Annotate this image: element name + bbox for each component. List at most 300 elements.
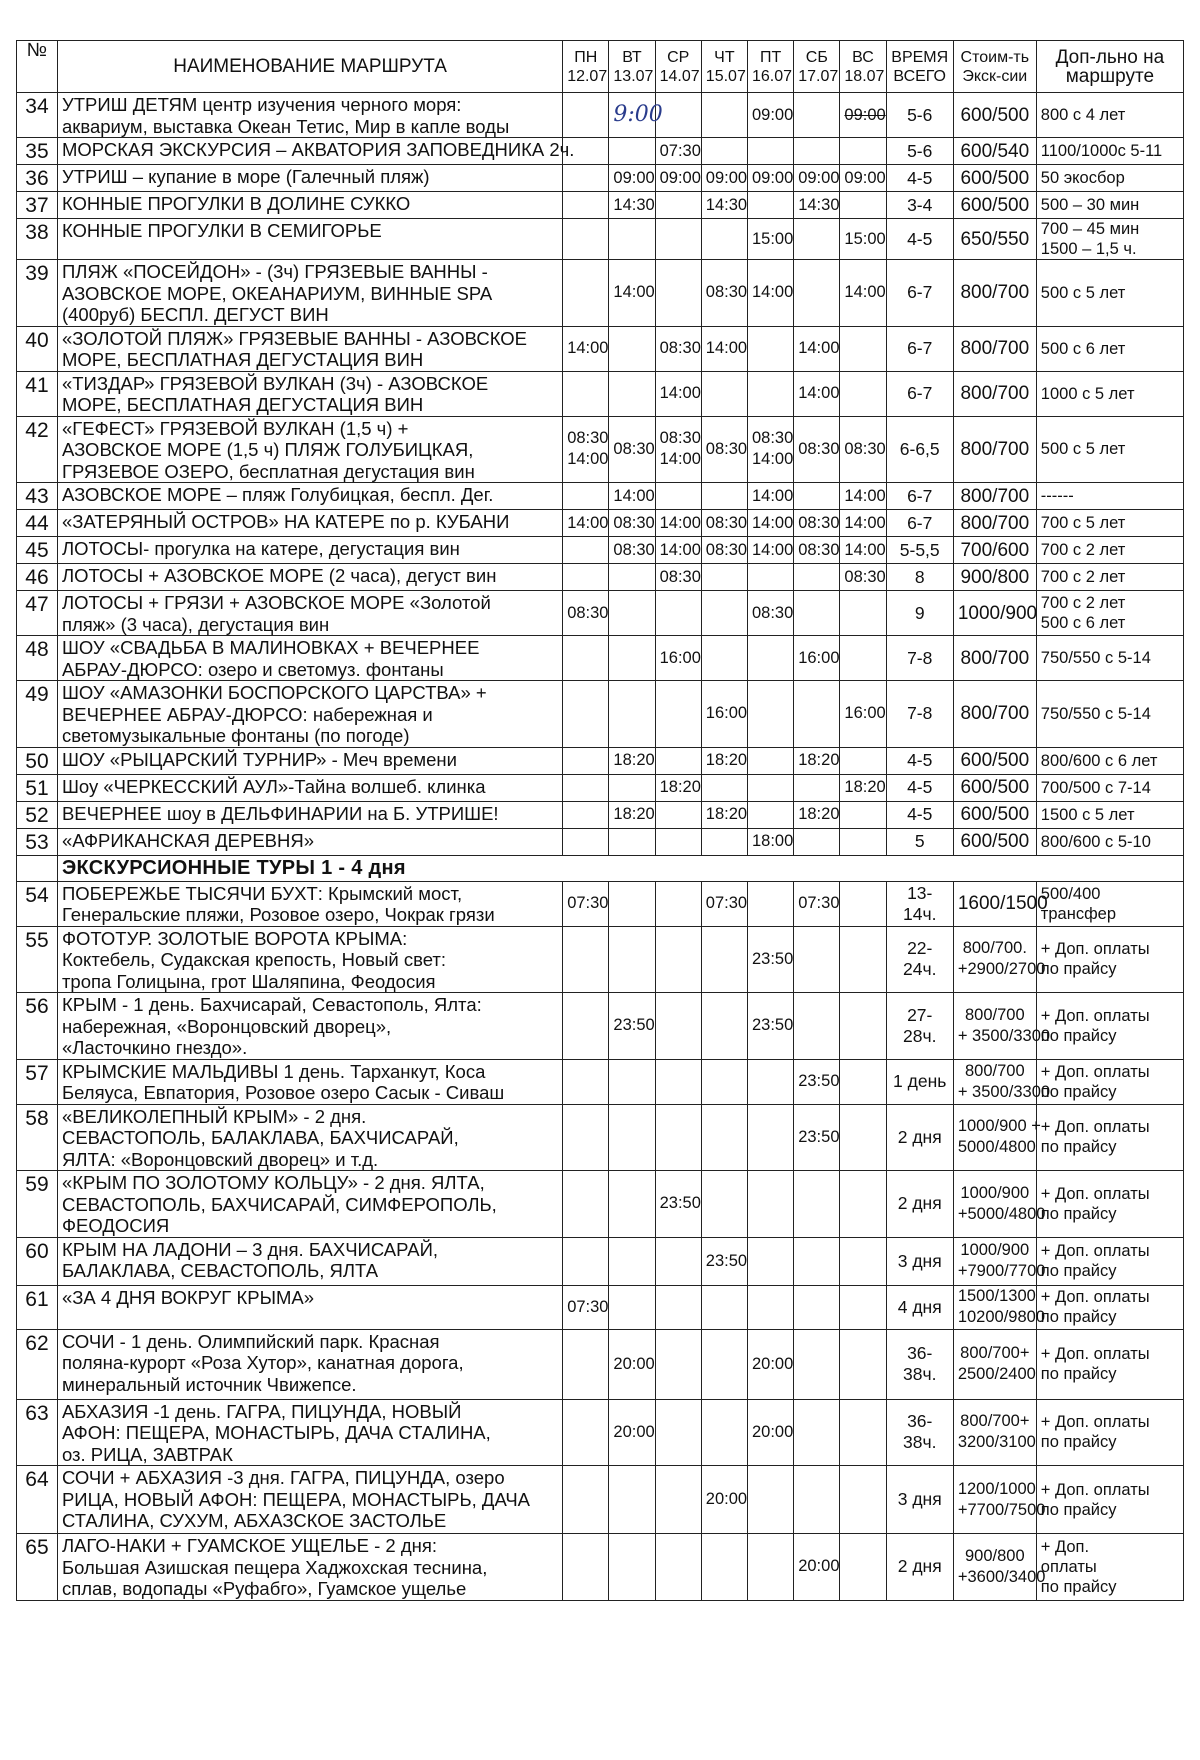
departure-time-cell [655, 1329, 701, 1399]
route-name-line: поляна-курорт «Роза Хутор», канатная дорога, [61, 1352, 464, 1373]
duration: 4-5 [886, 219, 953, 260]
route-number: 62 [17, 1329, 58, 1399]
departure-time: 16:00 [798, 648, 840, 667]
departure-time-cell [609, 260, 655, 327]
price [953, 747, 1036, 774]
price-line: +7900/7700 [957, 1262, 1046, 1280]
price-line: 600/500 [960, 777, 1030, 798]
extra-cost [1036, 1534, 1183, 1601]
table-row [17, 564, 1184, 591]
departure-time-cell [701, 326, 747, 371]
price [953, 828, 1036, 855]
departure-time: 09:00 [659, 168, 701, 187]
route-name-line: КОННЫЕ ПРОГУЛКИ В ДОЛИНЕ СУККО [61, 193, 411, 214]
price-line: 600/500 [960, 167, 1030, 189]
departure-time-cell [563, 1534, 609, 1601]
departure-time-cell [840, 1466, 886, 1534]
price [953, 483, 1036, 510]
route-number: 56 [17, 993, 58, 1060]
route-number: 44 [17, 510, 58, 537]
departure-time-cell [701, 416, 747, 483]
departure-time-cell [748, 636, 794, 681]
route-name-line: Большая Азишская пещера Хаджохская теснина, [61, 1556, 488, 1578]
route-name [57, 1171, 562, 1238]
route-name-line: ФЕОДОСИЯ [61, 1215, 170, 1236]
departure-time-cell [794, 1104, 840, 1171]
departure-time: 20:00 [752, 1354, 794, 1373]
departure-time-cell [701, 1171, 747, 1238]
departure-time: 08:30 14:00 [567, 429, 609, 469]
route-name-line: ФОТОТУР. ЗОЛОТЫЕ ВОРОТА КРЫМА: [61, 927, 408, 949]
price-line: 1500/1300 [957, 1287, 1036, 1305]
route-name-line: АБХАЗИЯ -1 день. ГАГРА, ПИЦУНДА, НОВЫЙ [61, 1400, 462, 1422]
route-name-line: «КРЫМ ПО ЗОЛОТОМУ КОЛЬЦУ» - 2 дня. ЯЛТА, [61, 1172, 485, 1193]
extra-cost-line: 500 с 5 лет [1040, 283, 1126, 302]
extra-cost-line: по прайсу [1040, 1204, 1117, 1223]
duration: 36-38ч. [886, 1329, 953, 1399]
extra-cost [1036, 1237, 1183, 1285]
extra-cost [1036, 1329, 1183, 1399]
price-line: 900/800 [960, 566, 1030, 588]
price-line: 800/700 [960, 703, 1030, 725]
price-line: 600/500 [960, 194, 1030, 216]
extra-cost-line: 1100/1000с 5-11 [1040, 142, 1163, 160]
departure-time: 08:30 [705, 513, 748, 532]
route-number: 59 [17, 1171, 58, 1238]
departure-time-cell [794, 926, 840, 993]
extra-cost-line: 700 с 2 лет [1040, 594, 1126, 612]
route-number: 50 [17, 747, 58, 774]
extra-cost-line: 500 с 6 лет [1040, 614, 1126, 632]
extra-cost-line: + Доп. оплаты [1040, 1062, 1150, 1081]
route-name-line: СОЧИ + АБХАЗИЯ -3 дня. ГАГРА, ПИЦУНДА, озеро [61, 1467, 505, 1488]
departure-time-cell [748, 801, 794, 828]
departure-time-cell [655, 747, 701, 774]
departure-time-cell [748, 1171, 794, 1238]
header-day: ЧТ 15.07 [701, 41, 747, 93]
departure-time: 18:20 [659, 778, 701, 796]
route-name-line: «ЗА 4 ДНЯ ВОКРУГ КРЫМА» [61, 1286, 314, 1308]
header-day: ВС 18.07 [840, 41, 886, 93]
price-line: 650/550 [960, 228, 1030, 250]
route-name-line: ГРЯЗЕВОЕ ОЗЕРО, бесплатная дегустация вин [61, 460, 475, 482]
departure-time-cell [748, 1059, 794, 1104]
departure-time-cell [701, 881, 747, 926]
extra-cost-line: 700/500 с 7-14 [1040, 778, 1151, 797]
departure-time: 08:30 [798, 513, 840, 532]
excursion-schedule-table [16, 40, 1184, 1601]
extra-cost-line: + Доп. оплаты [1040, 1118, 1150, 1137]
departure-time-cell [794, 326, 840, 371]
departure-time-cell [563, 326, 609, 371]
duration: 6-7 [886, 510, 953, 537]
departure-time-cell [609, 416, 655, 483]
price [953, 636, 1036, 681]
header-price: Стоим-ть Экск-сии [953, 41, 1036, 93]
price-line: 600/500 [960, 750, 1030, 771]
table-row [17, 747, 1184, 774]
departure-time-cell [840, 1329, 886, 1399]
extra-cost-line: + Доп. оплаты [1040, 1006, 1150, 1025]
extra-cost-line: 500 с 5 лет [1040, 440, 1126, 459]
departure-time-cell [840, 192, 886, 219]
departure-time: 18:20 [613, 805, 655, 823]
section-title: ЭКСКУРСИОННЫЕ ТУРЫ 1 - 4 дня [57, 855, 1183, 881]
departure-time-cell [655, 926, 701, 993]
departure-time-cell [794, 260, 840, 327]
route-name-line: (400руб) БЕСПЛ. ДЕГУСТ ВИН [61, 304, 329, 325]
departure-time-cell [609, 93, 663, 138]
route-name [57, 1237, 562, 1285]
departure-time: 08:30 [659, 339, 701, 357]
price [953, 93, 1036, 138]
departure-time-cell [840, 1534, 886, 1601]
departure-time-cell [655, 1399, 701, 1466]
route-name [57, 1399, 562, 1466]
departure-time-cell [655, 138, 701, 165]
table-row [17, 260, 1184, 327]
extra-cost-line: + Доп. оплаты [1040, 1288, 1150, 1306]
section-num-cell [17, 855, 58, 881]
departure-time-cell [701, 1059, 747, 1104]
route-number: 64 [17, 1466, 58, 1534]
route-name-line: ЛОТОСЫ + ГРЯЗИ + АЗОВСКОЕ МОРЕ «Золотой [61, 592, 491, 613]
table-row [17, 537, 1184, 564]
route-name-line: Коктебель, Судакская крепость, Новый свет: [61, 949, 447, 970]
table-row [17, 192, 1184, 219]
table-row [17, 326, 1184, 371]
departure-time-cell [609, 165, 655, 192]
extra-cost [1036, 1104, 1183, 1171]
departure-time: 08:30 [752, 603, 794, 622]
departure-time-cell [794, 93, 840, 138]
departure-time-cell [840, 747, 886, 774]
departure-time-cell [748, 165, 794, 192]
route-name [57, 881, 562, 926]
departure-time-cell [609, 591, 655, 636]
departure-time-cell [609, 138, 655, 165]
route-name [57, 416, 562, 483]
departure-time-cell [655, 881, 701, 926]
departure-time-cell [748, 1285, 794, 1329]
extra-cost [1036, 510, 1183, 537]
departure-time-cell [563, 371, 609, 416]
departure-time: 14:30 [705, 195, 748, 214]
extra-cost [1036, 483, 1183, 510]
departure-time-cell [794, 371, 840, 416]
departure-time-cell [840, 1059, 886, 1104]
price-line: +5000/4800 [957, 1204, 1046, 1223]
duration: 2 дня [886, 1104, 953, 1171]
route-name-line: МОРЕ, БЕСПЛАТНАЯ ДЕГУСТАЦИЯ ВИН [61, 394, 424, 415]
departure-time-cell [609, 774, 655, 801]
price-line: 2500/2400 [957, 1365, 1036, 1383]
route-name-line: «ТИЗДАР» ГРЯЗЕВОЙ ВУЛКАН (3ч) - АЗОВСКОЕ [61, 372, 489, 394]
route-name [57, 636, 562, 681]
departure-time: 23:50 [798, 1072, 840, 1090]
duration: 4-5 [886, 165, 953, 192]
departure-time-cell [563, 165, 609, 192]
departure-time: 08:30 14:00 [752, 429, 794, 469]
route-name [57, 93, 562, 138]
extra-cost-line: трансфер [1040, 904, 1116, 923]
departure-time-cell [840, 681, 886, 748]
price [953, 371, 1036, 416]
extra-cost [1036, 165, 1183, 192]
route-name-line: пляж» (3 часа), дегустация вин [61, 613, 330, 635]
departure-time-cell [748, 219, 794, 260]
route-number: 36 [17, 165, 58, 192]
price-line: 600/540 [960, 140, 1030, 162]
departure-time-cell [655, 828, 701, 855]
duration: 4-5 [886, 774, 953, 801]
price [953, 801, 1036, 828]
departure-time-cell [563, 801, 609, 828]
route-name-line: КРЫМ - 1 день. Бахчисарай, Севастополь, Ялта: [61, 994, 482, 1015]
departure-time: 14:00 [752, 540, 794, 559]
departure-time-cell [794, 828, 840, 855]
price-line: 800/700 [960, 338, 1030, 359]
route-name [57, 138, 575, 165]
departure-time-cell [563, 537, 609, 564]
departure-time-cell [748, 881, 794, 926]
table-row [17, 1534, 1184, 1601]
route-name-line: КОННЫЕ ПРОГУЛКИ В СЕМИГОРЬЕ [61, 220, 382, 241]
departure-time: 14:30 [798, 195, 840, 214]
price-line: 600/500 [960, 104, 1030, 126]
route-name [57, 192, 562, 219]
route-name-line: ЛОТОСЫ + АЗОВСКОЕ МОРЕ (2 часа), дегуст вин [61, 565, 497, 586]
departure-time: 14:00 [659, 384, 701, 402]
extra-cost-line: ------ [1040, 487, 1074, 505]
departure-time-cell [748, 591, 794, 636]
route-name-line: тропа Голицына, грот Шаляпина, Феодосия [61, 970, 436, 992]
departure-time: 09:00 [798, 168, 840, 187]
route-name-line: ЯЛТА: «Воронцовский дворец» и т.д. [61, 1148, 379, 1170]
departure-time: 08:30 [844, 567, 886, 586]
duration: 3 дня [886, 1466, 953, 1534]
departure-time-cell [609, 801, 655, 828]
price-line: 800/700 [964, 1005, 1025, 1024]
departure-time-cell [794, 192, 840, 219]
departure-time-cell [748, 747, 794, 774]
route-name-line: КРЫМСКИЕ МАЛЬДИВЫ 1 день. Тарханкут, Коса [61, 1060, 486, 1082]
departure-time-cell [840, 828, 886, 855]
route-name-line: ЛОТОСЫ- прогулка на катере, дегустация вин [61, 538, 460, 559]
route-number: 48 [17, 636, 58, 681]
route-number: 49 [17, 681, 58, 748]
departure-time-cell [655, 1171, 701, 1238]
table-row [17, 1329, 1184, 1399]
extra-cost-line: по прайсу [1040, 1138, 1117, 1157]
price-line: +7700/7500 [957, 1500, 1046, 1519]
departure-time-cell [840, 993, 886, 1060]
departure-time-cell [609, 219, 655, 260]
departure-time-cell [563, 993, 609, 1060]
departure-time-cell [609, 1399, 655, 1466]
route-name-line: ВЕЧЕРНЕЕ шоу в ДЕЛЬФИНАРИИ на Б. УТРИШЕ! [61, 802, 499, 824]
price-list-sheet [16, 40, 1184, 1601]
departure-time-cell [748, 1329, 794, 1399]
route-name-line: «ГЕФЕСТ» ГРЯЗЕВОЙ ВУЛКАН (1,5 ч) + [61, 417, 409, 439]
departure-time-cell [563, 1466, 609, 1534]
departure-time-cell [655, 564, 701, 591]
duration: 1 день [886, 1059, 953, 1104]
departure-time: 20:00 [705, 1490, 748, 1508]
extra-cost-line: 1500 с 5 лет [1040, 805, 1135, 824]
route-name-line: ВЕЧЕРНЕЕ АБРАУ-ДЮРСО: набережная и [61, 703, 433, 725]
extra-cost [1036, 591, 1183, 636]
departure-time-cell [655, 510, 701, 537]
extra-cost-line: по прайсу [1040, 1308, 1117, 1326]
departure-time: 07:30 [659, 141, 701, 160]
table-row [17, 881, 1184, 926]
departure-time-cell [840, 326, 886, 371]
departure-time-cell [794, 537, 840, 564]
departure-time-cell [840, 881, 886, 926]
table-row [17, 510, 1184, 537]
extra-cost [1036, 926, 1183, 993]
route-name-line: СЕВАСТОПОЛЬ, БАХЧИСАРАЙ, СИМФЕРОПОЛЬ, [61, 1193, 497, 1215]
extra-cost-line: 700 – 45 мин [1040, 220, 1140, 238]
departure-time-cell [840, 591, 886, 636]
route-number: 54 [17, 881, 58, 926]
departure-time-cell [794, 510, 840, 537]
departure-time-cell [563, 1329, 609, 1399]
extra-cost-line: 500 с 6 лет [1040, 339, 1126, 358]
table-row [17, 1237, 1184, 1285]
departure-time: 09:00 [844, 168, 886, 187]
departure-time-cell [840, 416, 886, 483]
route-name-line: аквариум, выставка Океан Тетис, Мир в капле воды [61, 115, 510, 137]
departure-time-cell [701, 828, 747, 855]
departure-time-cell [655, 1466, 701, 1534]
departure-time-cell [794, 416, 840, 483]
departure-time-cell [655, 483, 701, 510]
route-name [57, 926, 562, 993]
departure-time-cell [655, 1059, 701, 1104]
departure-time-cell [563, 564, 609, 591]
departure-time-cell [794, 774, 840, 801]
departure-time-cell [609, 1237, 655, 1285]
extra-cost-line: по прайсу [1040, 1262, 1117, 1280]
departure-time-cell [563, 591, 609, 636]
extra-cost [1036, 747, 1183, 774]
route-name-line: ШОУ «СВАДЬБА В МАЛИНОВКАХ + ВЕЧЕРНЕЕ [61, 637, 480, 658]
extra-cost-line: 500/400 [1040, 884, 1101, 903]
extra-cost-line: по прайсу [1040, 1365, 1117, 1383]
departure-time: 20:00 [798, 1557, 840, 1576]
route-number: 65 [17, 1534, 58, 1601]
price [953, 681, 1036, 748]
table-row [17, 219, 1184, 260]
price [953, 774, 1036, 801]
table-row [17, 1059, 1184, 1104]
departure-time-cell [563, 828, 609, 855]
extra-cost [1036, 93, 1183, 138]
route-name-line: ПОБЕРЕЖЬЕ ТЫСЯЧИ БУХТ: Крымский мост, [61, 882, 463, 904]
departure-time: 08:30 [613, 540, 655, 559]
departure-time-cell [609, 1059, 655, 1104]
duration: 2 дня [886, 1171, 953, 1238]
route-number: 45 [17, 537, 58, 564]
departure-time: 14:00 [752, 486, 794, 505]
duration: 9 [886, 591, 953, 636]
departure-time: 20:00 [613, 1422, 655, 1441]
price [953, 219, 1036, 260]
route-number: 38 [17, 219, 58, 260]
departure-time-cell [840, 774, 886, 801]
departure-time-cell [748, 93, 794, 138]
departure-time-cell [609, 510, 655, 537]
departure-time-cell [794, 165, 840, 192]
duration: 5-6 [886, 138, 953, 165]
duration: 2 дня [886, 1534, 953, 1601]
route-name [57, 1534, 562, 1601]
departure-time: 20:00 [613, 1354, 655, 1373]
departure-time-cell [655, 591, 701, 636]
departure-time-cell [701, 1534, 747, 1601]
price-line: +3600/3400 [957, 1567, 1046, 1586]
departure-time-cell [840, 1285, 886, 1329]
price [953, 537, 1036, 564]
departure-time: 23:50 [752, 949, 794, 968]
price-line: 700/600 [960, 539, 1030, 561]
departure-time-cell [701, 371, 747, 416]
departure-time-cell [840, 537, 886, 564]
price-line: 1000/900 [957, 602, 1038, 624]
route-name-line: АБРАУ-ДЮРСО: озеро и светомуз. фонтаны [61, 658, 444, 680]
departure-time-cell [655, 260, 701, 327]
departure-time-cell [655, 326, 701, 371]
departure-time: 08:30 [844, 439, 886, 458]
departure-time-cell [609, 993, 655, 1060]
extra-cost-line: 800/600 с 6 лет [1040, 751, 1158, 770]
extra-cost [1036, 416, 1183, 483]
departure-time-cell [563, 1171, 609, 1238]
departure-time-cell [748, 192, 794, 219]
departure-time-cell [563, 881, 609, 926]
departure-time-cell [655, 219, 701, 260]
route-name-line: набережная, «Воронцовский дворец», [61, 1015, 392, 1037]
departure-time-cell [655, 1534, 701, 1601]
departure-time-cell [563, 93, 609, 138]
departure-time-cell [563, 416, 609, 483]
departure-time: 08:30 [613, 513, 655, 532]
route-name-line: «ЗОЛОТОЙ ПЛЯЖ» ГРЯЗЕВЫЕ ВАННЫ - АЗОВСКОЕ [61, 327, 528, 349]
departure-time: 18:20 [705, 805, 748, 823]
departure-time: 09:00 [613, 168, 655, 187]
route-name-line: «ЗАТЕРЯНЫЙ ОСТРОВ» НА КАТЕРЕ по р. КУБАНИ [61, 511, 510, 532]
extra-cost-line: по прайсу [1040, 1577, 1117, 1596]
route-number: 46 [17, 564, 58, 591]
departure-time-cell [655, 681, 701, 748]
departure-time-cell [563, 219, 609, 260]
schedule-rows [17, 93, 1184, 1601]
table-row [17, 1104, 1184, 1171]
extra-cost-line: по прайсу [1040, 1026, 1117, 1045]
header-day: СБ 17.07 [794, 41, 840, 93]
departure-time: 16:00 [659, 648, 701, 667]
route-name [57, 326, 562, 371]
price-line: 1000/900 + [957, 1117, 1041, 1136]
extra-cost [1036, 260, 1183, 327]
price [953, 165, 1036, 192]
header-num: № [17, 41, 58, 93]
departure-time-cell [701, 483, 747, 510]
duration: 8 [886, 564, 953, 591]
departure-time-cell [609, 681, 655, 748]
